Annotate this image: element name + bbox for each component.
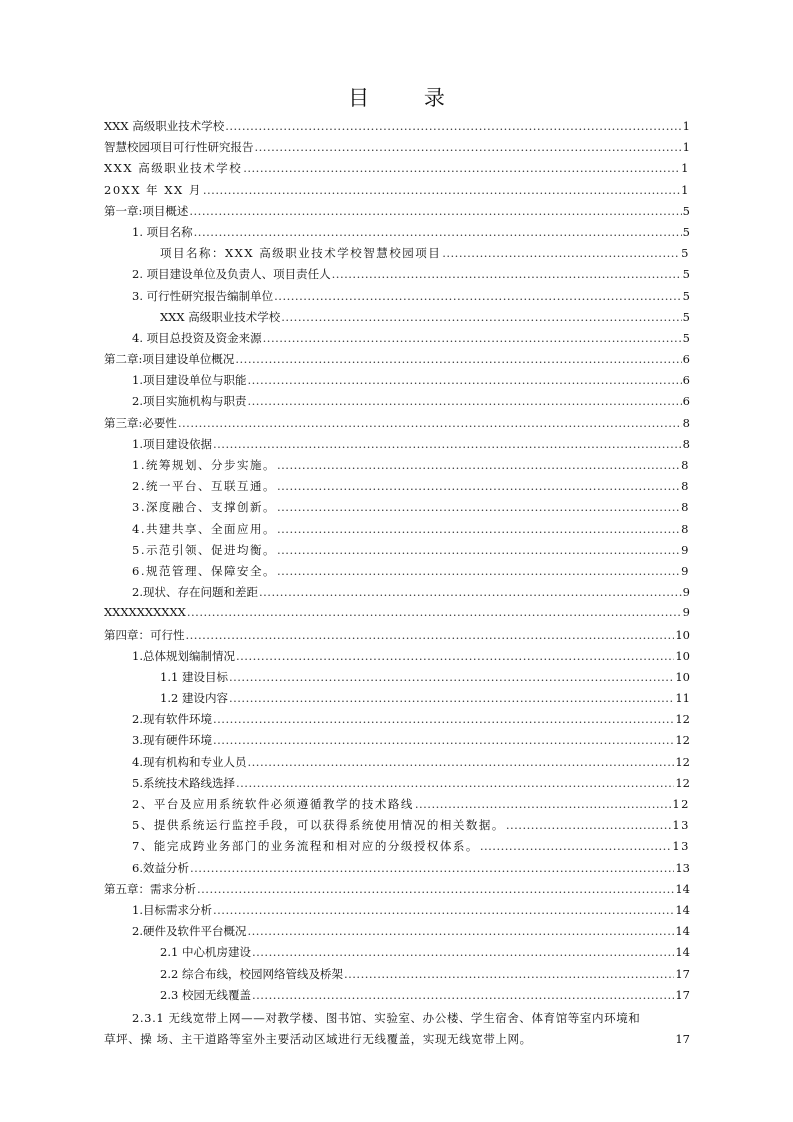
dot-leader xyxy=(247,373,681,387)
toc-entry-label: 6.规范管理、保障安全。 xyxy=(132,563,276,578)
toc-entry-label: 1.2 建设内容 xyxy=(160,691,228,706)
toc-entry-page-number: 13 xyxy=(672,818,690,833)
toc-entry-page-number: 10 xyxy=(675,648,690,663)
dot-leader xyxy=(480,839,672,853)
dot-leader xyxy=(277,500,680,514)
toc-entry-page-number: 14 xyxy=(675,924,690,939)
toc-entry[interactable] xyxy=(104,584,690,605)
toc-entry-page-number: 6 xyxy=(682,394,690,409)
toc-entry-page-number: 10 xyxy=(675,669,690,684)
toc-entry-label: XXX 高级职业技术学校 xyxy=(104,161,243,176)
toc-entry-page-number: 9 xyxy=(681,563,690,578)
toc-entry[interactable] xyxy=(104,203,690,224)
dot-leader xyxy=(506,818,672,832)
dot-leader xyxy=(187,605,682,619)
toc-entry[interactable] xyxy=(104,627,690,648)
dot-leader xyxy=(190,861,674,875)
dot-leader xyxy=(277,564,680,578)
toc-entry[interactable] xyxy=(104,372,690,393)
toc-entry-label: 2.3 校园无线覆盖 xyxy=(160,987,251,1002)
toc-entry-page-number: 8 xyxy=(681,458,690,472)
toc-entry-page-number: 5 xyxy=(682,267,690,282)
dot-leader xyxy=(247,755,674,769)
toc-entry-page-number: 5 xyxy=(682,288,690,303)
toc-entry-label: 第四章：可行性 xyxy=(104,627,185,642)
toc-entry[interactable] xyxy=(104,817,690,838)
toc-entry-label: 2.现状、存在问题和差距 xyxy=(132,585,258,600)
toc-entry[interactable] xyxy=(104,245,690,266)
toc-entry-page-number: 5 xyxy=(682,330,690,345)
toc-entry-page-number: 17 xyxy=(675,987,690,1002)
toc-entry-page-number: 8 xyxy=(681,500,690,515)
toc-entry[interactable] xyxy=(104,860,690,881)
dot-leader xyxy=(213,733,674,747)
toc-entry[interactable] xyxy=(104,796,690,817)
dot-leader xyxy=(194,225,682,239)
dot-leader xyxy=(442,246,680,260)
toc-entry[interactable] xyxy=(104,648,690,669)
toc-entry[interactable] xyxy=(104,118,690,139)
toc-entry-page-number: 5 xyxy=(682,309,690,324)
toc-entry[interactable] xyxy=(104,224,690,245)
toc-entry-label: 2. 项目建设单位及负责人、项目责任人 xyxy=(132,267,331,282)
toc-entry-label: 2.统一平台、互联互通。 xyxy=(132,479,276,494)
toc-entry-label: 20XX 年 XX 月 xyxy=(104,182,202,197)
toc-entry[interactable] xyxy=(104,457,690,478)
toc-entry-label: 第二章:项目建设单位概况 xyxy=(104,352,235,367)
toc-entry[interactable] xyxy=(104,944,690,965)
toc-entry[interactable] xyxy=(104,309,690,330)
toc-entry-label: 3.现有硬件环境 xyxy=(132,733,212,748)
toc-entry[interactable] xyxy=(104,605,690,626)
toc-entry[interactable] xyxy=(104,563,690,584)
dot-leader xyxy=(277,458,680,472)
toc-entry-page-number: 1 xyxy=(681,182,690,197)
dot-leader xyxy=(255,140,682,154)
toc-entry[interactable] xyxy=(104,711,690,732)
toc-entry-label: 3.深度融合、支撑创新。 xyxy=(132,500,276,515)
toc-entry[interactable] xyxy=(104,669,690,690)
dot-leader xyxy=(247,924,674,938)
toc-entry[interactable] xyxy=(104,521,690,542)
toc-entry-label: 7、能完成跨业务部门的业务流程和相对应的分级授权体系。 xyxy=(132,839,479,854)
toc-entry-page-number: 11 xyxy=(675,691,690,706)
toc-entry[interactable] xyxy=(104,288,690,309)
dot-leader xyxy=(189,204,681,218)
dot-leader xyxy=(235,352,681,366)
toc-entry-page-number: 13 xyxy=(672,839,690,854)
toc-entry-page-number: 12 xyxy=(672,797,690,811)
toc-entry-label: 6.效益分析 xyxy=(132,860,189,875)
toc-entry-page-number: 5 xyxy=(682,224,690,239)
toc-entry-page-number: 5 xyxy=(682,203,690,218)
dot-leader xyxy=(197,882,674,896)
toc-entry-page-number: 1 xyxy=(681,161,690,176)
dot-leader xyxy=(229,670,674,684)
toc-entry-label-line1: 2.3.1 无线宽带上网——对教学楼、图书馆、实验室、办公楼、学生宿舍、体育馆等室内环境和 xyxy=(132,1010,641,1025)
dot-leader xyxy=(252,988,674,1002)
toc-entry-wrapped[interactable] xyxy=(104,1008,690,1050)
toc-entry[interactable] xyxy=(104,330,690,351)
toc-entry-label: 2.1 中心机房建设 xyxy=(160,945,251,960)
toc-entry-label: 1.统筹规划、分步实施。 xyxy=(132,458,276,472)
toc-entry-label: 1.项目建设依据 xyxy=(132,436,212,451)
toc-entry-page-number: 8 xyxy=(682,415,690,430)
dot-leader xyxy=(277,543,680,557)
dot-leader xyxy=(236,776,674,790)
toc-entry[interactable] xyxy=(104,966,690,987)
toc-entry[interactable] xyxy=(104,881,690,902)
toc-entry[interactable] xyxy=(104,160,690,181)
toc-entry[interactable] xyxy=(104,987,690,1008)
toc-entry-page-number: 12 xyxy=(675,754,690,769)
toc-entry[interactable] xyxy=(104,182,690,203)
toc-entry-page-number: 6 xyxy=(682,352,690,367)
toc-entry-page-number: 12 xyxy=(675,733,690,748)
toc-entry-label: 2.2 综合布线，校园网络管线及桥架 xyxy=(160,966,343,981)
toc-entry-page-number: 12 xyxy=(675,775,690,790)
toc-entry-page-number: 8 xyxy=(682,436,690,451)
toc-entry-page-number: 14 xyxy=(675,945,690,960)
toc-entry[interactable] xyxy=(104,838,690,859)
toc-entry[interactable] xyxy=(104,436,690,457)
toc-entry-label: 1.总体规划编制情况 xyxy=(132,648,235,663)
dot-leader xyxy=(281,310,681,324)
toc-entry-label: 1.目标需求分析 xyxy=(132,902,212,917)
dot-leader xyxy=(274,289,682,303)
toc-entry-label: 5.示范引领、促进均衡。 xyxy=(132,542,276,557)
toc-entry-page-number: 9 xyxy=(681,542,690,557)
dot-leader xyxy=(225,119,681,133)
toc-entry-label-line2: 草坪、操 场、主干道路等室外主要活动区域进行无线覆盖，实现无线宽带上网。 xyxy=(104,1032,532,1047)
toc-entry-label: 第三章:必要性 xyxy=(104,415,177,430)
toc-entry[interactable] xyxy=(104,393,690,414)
toc-entry-page-number: 14 xyxy=(675,881,690,896)
dot-leader xyxy=(243,161,680,175)
toc-entry-label: 1. 项目名称 xyxy=(132,224,193,239)
dot-leader xyxy=(332,267,682,281)
page-title: 目 录 xyxy=(348,86,469,110)
dot-leader xyxy=(259,585,682,599)
dot-leader xyxy=(277,479,680,493)
toc-entry-label: 2.项目实施机构与职责 xyxy=(132,394,247,409)
toc-entry-label: XXX 高级职业技术学校 xyxy=(104,119,225,133)
dot-leader xyxy=(213,903,674,917)
toc-entry-label: 2.硬件及软件平台概况 xyxy=(132,924,247,939)
toc-entry[interactable] xyxy=(104,754,690,775)
dot-leader xyxy=(203,183,680,197)
toc-entry-label: XXX 高级职业技术学校 xyxy=(160,309,281,324)
toc-entry-label: 4.现有机构和专业人员 xyxy=(132,754,247,769)
toc-entry[interactable] xyxy=(104,139,690,160)
toc-entry-page-number: 5 xyxy=(681,246,690,261)
toc-entry[interactable] xyxy=(104,478,690,499)
dot-leader xyxy=(247,394,681,408)
toc-entry-label: 项目名称：XXX 高级职业技术学校智慧校园项目 xyxy=(160,246,442,261)
dot-leader xyxy=(213,437,682,451)
toc-entry[interactable] xyxy=(104,499,690,520)
dot-leader xyxy=(178,416,682,430)
toc-entry-page-number: 9 xyxy=(682,585,690,600)
toc-entry-label: 5.系统技术路线选择 xyxy=(132,775,235,790)
toc-entry[interactable] xyxy=(104,923,690,944)
toc-entry[interactable] xyxy=(104,775,690,796)
toc-entry-page-number: 8 xyxy=(681,479,690,494)
dot-leader xyxy=(263,331,682,345)
toc-entry-label: 2、平台及应用系统软件必须遵循教学的技术路线 xyxy=(132,797,414,811)
toc-entry[interactable] xyxy=(104,690,690,711)
dot-leader xyxy=(415,797,672,811)
dot-leader xyxy=(277,522,680,536)
toc-entry-line2 xyxy=(104,1029,690,1050)
toc-entry-label: 5、提供系统运行监控手段，可以获得系统使用情况的相关数据。 xyxy=(132,818,505,833)
toc-entry[interactable] xyxy=(104,415,690,436)
toc-entry-label: 1.项目建设单位与职能 xyxy=(132,373,247,388)
dot-leader xyxy=(213,712,674,726)
toc-entry-label: 4.共建共享、全面应用。 xyxy=(132,521,276,536)
toc-entry-label: 2.现有软件环境 xyxy=(132,712,212,727)
toc-entry-page-number: 9 xyxy=(682,605,690,620)
toc-entry-label: 第五章：需求分析 xyxy=(104,881,196,896)
dot-leader xyxy=(186,628,675,642)
toc-entry[interactable] xyxy=(104,542,690,563)
toc-entry-page-number: 6 xyxy=(682,373,690,388)
toc-entry-page-number: 12 xyxy=(675,712,690,727)
table-of-contents xyxy=(104,118,690,1050)
toc-entry-page-number: 14 xyxy=(675,902,690,917)
dot-leader xyxy=(236,649,674,663)
toc-entry-page-number: 10 xyxy=(675,627,690,642)
toc-entry-label: 智慧校园项目可行性研究报告 xyxy=(104,140,254,155)
dot-leader xyxy=(229,691,674,705)
toc-entry-page-number: 17 xyxy=(675,1032,690,1047)
toc-entry[interactable] xyxy=(104,902,690,923)
toc-entry[interactable] xyxy=(104,266,690,287)
toc-entry-page-number: 13 xyxy=(675,860,690,875)
toc-entry-label: XXXXXXXXXX xyxy=(104,605,186,620)
toc-entry-label: 1.1 建设目标 xyxy=(160,669,228,684)
dot-leader xyxy=(344,967,674,981)
toc-entry-page-number: 1 xyxy=(682,119,690,133)
toc-entry-label: 第一章:项目概述 xyxy=(104,203,189,218)
toc-entry-page-number: 1 xyxy=(682,140,690,155)
toc-entry-page-number: 17 xyxy=(675,966,690,981)
toc-entry-label: 3. 可行性研究报告编制单位 xyxy=(132,288,274,303)
toc-entry[interactable] xyxy=(104,351,690,372)
dot-leader xyxy=(252,945,674,959)
toc-entry[interactable] xyxy=(104,732,690,753)
toc-entry-label: 4. 项目总投资及资金来源 xyxy=(132,330,262,345)
toc-entry-page-number: 8 xyxy=(681,521,690,536)
